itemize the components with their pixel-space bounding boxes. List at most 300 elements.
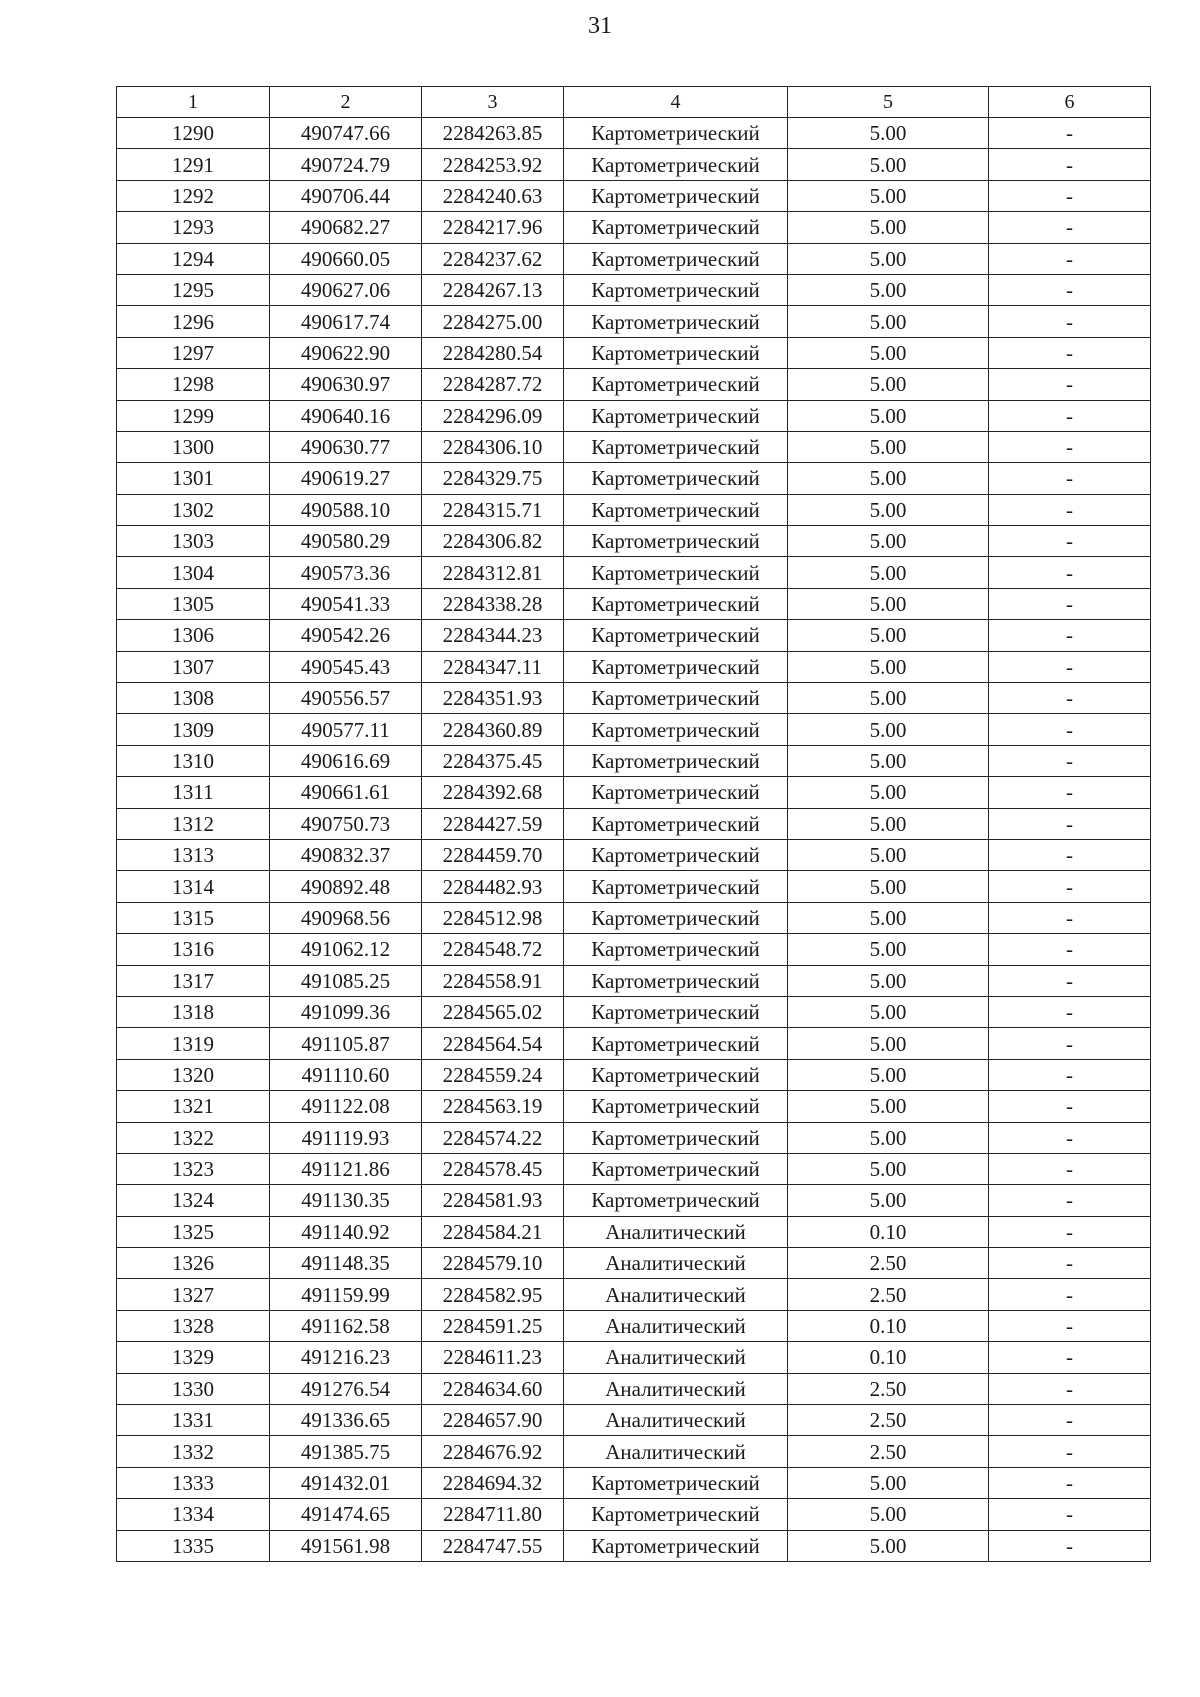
- accuracy-cell: 5.00: [788, 431, 989, 462]
- table-row: [117, 839, 1151, 870]
- y-coordinate-cell: 2284263.85: [422, 118, 564, 149]
- note-cell: -: [989, 431, 1151, 462]
- y-coordinate-cell: 2284611.23: [422, 1342, 564, 1373]
- note-cell: -: [989, 274, 1151, 305]
- point-number-cell: 1295: [117, 274, 270, 305]
- table-row: [117, 683, 1151, 714]
- method-cell: Картометрический: [564, 526, 788, 557]
- x-coordinate-cell: 491432.01: [270, 1467, 422, 1498]
- note-cell: -: [989, 526, 1151, 557]
- method-cell: Картометрический: [564, 149, 788, 180]
- x-coordinate-cell: 491162.58: [270, 1310, 422, 1341]
- method-cell: Картометрический: [564, 180, 788, 211]
- y-coordinate-cell: 2284240.63: [422, 180, 564, 211]
- point-number-cell: 1305: [117, 588, 270, 619]
- point-number-cell: 1328: [117, 1310, 270, 1341]
- table-row: [117, 902, 1151, 933]
- method-cell: Картометрический: [564, 1499, 788, 1530]
- method-cell: Аналитический: [564, 1342, 788, 1373]
- x-coordinate-cell: 490747.66: [270, 118, 422, 149]
- accuracy-cell: 5.00: [788, 683, 989, 714]
- y-coordinate-cell: 2284482.93: [422, 871, 564, 902]
- point-number-cell: 1314: [117, 871, 270, 902]
- accuracy-cell: 5.00: [788, 1028, 989, 1059]
- table-row: [117, 1342, 1151, 1373]
- method-cell: Картометрический: [564, 683, 788, 714]
- table-row: [117, 620, 1151, 651]
- method-cell: Картометрический: [564, 745, 788, 776]
- x-coordinate-cell: 491276.54: [270, 1373, 422, 1404]
- note-cell: -: [989, 777, 1151, 808]
- accuracy-cell: 2.50: [788, 1248, 989, 1279]
- x-coordinate-cell: 490545.43: [270, 651, 422, 682]
- accuracy-cell: 5.00: [788, 557, 989, 588]
- table-row: [117, 808, 1151, 839]
- accuracy-cell: 5.00: [788, 965, 989, 996]
- y-coordinate-cell: 2284315.71: [422, 494, 564, 525]
- y-coordinate-cell: 2284574.22: [422, 1122, 564, 1153]
- y-coordinate-cell: 2284747.55: [422, 1530, 564, 1561]
- point-number-cell: 1293: [117, 212, 270, 243]
- y-coordinate-cell: 2284237.62: [422, 243, 564, 274]
- note-cell: -: [989, 369, 1151, 400]
- note-cell: -: [989, 1185, 1151, 1216]
- table-row: [117, 212, 1151, 243]
- note-cell: -: [989, 1436, 1151, 1467]
- point-number-cell: 1294: [117, 243, 270, 274]
- accuracy-cell: 5.00: [788, 1185, 989, 1216]
- point-number-cell: 1290: [117, 118, 270, 149]
- x-coordinate-cell: 490622.90: [270, 337, 422, 368]
- point-number-cell: 1334: [117, 1499, 270, 1530]
- accuracy-cell: 5.00: [788, 149, 989, 180]
- note-cell: -: [989, 1028, 1151, 1059]
- note-cell: -: [989, 839, 1151, 870]
- method-cell: Картометрический: [564, 808, 788, 839]
- accuracy-cell: 5.00: [788, 494, 989, 525]
- accuracy-cell: 5.00: [788, 588, 989, 619]
- method-cell: Аналитический: [564, 1216, 788, 1247]
- point-number-cell: 1312: [117, 808, 270, 839]
- accuracy-cell: 5.00: [788, 1059, 989, 1090]
- method-cell: Картометрический: [564, 431, 788, 462]
- note-cell: -: [989, 1091, 1151, 1122]
- y-coordinate-cell: 2284306.82: [422, 526, 564, 557]
- table-row: [117, 651, 1151, 682]
- y-coordinate-cell: 2284344.23: [422, 620, 564, 651]
- x-coordinate-cell: 490640.16: [270, 400, 422, 431]
- x-coordinate-cell: 490616.69: [270, 745, 422, 776]
- point-number-cell: 1300: [117, 431, 270, 462]
- accuracy-cell: 5.00: [788, 243, 989, 274]
- table-row: [117, 1216, 1151, 1247]
- note-cell: -: [989, 149, 1151, 180]
- y-coordinate-cell: 2284306.10: [422, 431, 564, 462]
- accuracy-cell: 2.50: [788, 1279, 989, 1310]
- accuracy-cell: 5.00: [788, 902, 989, 933]
- table-row: [117, 1028, 1151, 1059]
- method-cell: Картометрический: [564, 1122, 788, 1153]
- accuracy-cell: 2.50: [788, 1405, 989, 1436]
- note-cell: -: [989, 934, 1151, 965]
- table-row: [117, 1436, 1151, 1467]
- accuracy-cell: 5.00: [788, 1122, 989, 1153]
- y-coordinate-cell: 2284280.54: [422, 337, 564, 368]
- method-cell: Картометрический: [564, 1059, 788, 1090]
- x-coordinate-cell: 491336.65: [270, 1405, 422, 1436]
- note-cell: -: [989, 871, 1151, 902]
- table-body: [117, 118, 1151, 1562]
- note-cell: -: [989, 337, 1151, 368]
- y-coordinate-cell: 2284657.90: [422, 1405, 564, 1436]
- y-coordinate-cell: 2284548.72: [422, 934, 564, 965]
- x-coordinate-cell: 490588.10: [270, 494, 422, 525]
- note-cell: -: [989, 1216, 1151, 1247]
- x-coordinate-cell: 490573.36: [270, 557, 422, 588]
- table-row: [117, 996, 1151, 1027]
- table-row: [117, 557, 1151, 588]
- table-header-row: [117, 87, 1151, 118]
- method-cell: Картометрический: [564, 212, 788, 243]
- column-header: 3: [422, 87, 564, 118]
- accuracy-cell: 5.00: [788, 1530, 989, 1561]
- method-cell: Картометрический: [564, 714, 788, 745]
- method-cell: Картометрический: [564, 337, 788, 368]
- point-number-cell: 1329: [117, 1342, 270, 1373]
- note-cell: -: [989, 212, 1151, 243]
- y-coordinate-cell: 2284459.70: [422, 839, 564, 870]
- point-number-cell: 1315: [117, 902, 270, 933]
- point-number-cell: 1325: [117, 1216, 270, 1247]
- x-coordinate-cell: 490617.74: [270, 306, 422, 337]
- note-cell: -: [989, 651, 1151, 682]
- note-cell: -: [989, 808, 1151, 839]
- method-cell: Картометрический: [564, 1091, 788, 1122]
- table-row: [117, 431, 1151, 462]
- accuracy-cell: 5.00: [788, 306, 989, 337]
- method-cell: Картометрический: [564, 871, 788, 902]
- x-coordinate-cell: 491561.98: [270, 1530, 422, 1561]
- note-cell: -: [989, 1467, 1151, 1498]
- table-row: [117, 871, 1151, 902]
- x-coordinate-cell: 491385.75: [270, 1436, 422, 1467]
- x-coordinate-cell: 490541.33: [270, 588, 422, 619]
- y-coordinate-cell: 2284360.89: [422, 714, 564, 745]
- point-number-cell: 1308: [117, 683, 270, 714]
- x-coordinate-cell: 490724.79: [270, 149, 422, 180]
- accuracy-cell: 5.00: [788, 745, 989, 776]
- y-coordinate-cell: 2284338.28: [422, 588, 564, 619]
- note-cell: -: [989, 557, 1151, 588]
- note-cell: -: [989, 1153, 1151, 1184]
- column-header: 4: [564, 87, 788, 118]
- note-cell: -: [989, 1373, 1151, 1404]
- table-row: [117, 243, 1151, 274]
- table-row: [117, 1530, 1151, 1561]
- y-coordinate-cell: 2284634.60: [422, 1373, 564, 1404]
- point-number-cell: 1301: [117, 463, 270, 494]
- x-coordinate-cell: 490968.56: [270, 902, 422, 933]
- table-row: [117, 1279, 1151, 1310]
- point-number-cell: 1298: [117, 369, 270, 400]
- method-cell: Картометрический: [564, 1028, 788, 1059]
- point-number-cell: 1317: [117, 965, 270, 996]
- x-coordinate-cell: 491140.92: [270, 1216, 422, 1247]
- table-row: [117, 180, 1151, 211]
- point-number-cell: 1319: [117, 1028, 270, 1059]
- table-row: [117, 1499, 1151, 1530]
- x-coordinate-cell: 491105.87: [270, 1028, 422, 1059]
- note-cell: -: [989, 745, 1151, 776]
- x-coordinate-cell: 491085.25: [270, 965, 422, 996]
- x-coordinate-cell: 491474.65: [270, 1499, 422, 1530]
- method-cell: Картометрический: [564, 965, 788, 996]
- point-number-cell: 1297: [117, 337, 270, 368]
- point-number-cell: 1299: [117, 400, 270, 431]
- x-coordinate-cell: 491130.35: [270, 1185, 422, 1216]
- y-coordinate-cell: 2284217.96: [422, 212, 564, 243]
- accuracy-cell: 2.50: [788, 1373, 989, 1404]
- method-cell: Аналитический: [564, 1373, 788, 1404]
- table-row: [117, 369, 1151, 400]
- note-cell: -: [989, 243, 1151, 274]
- x-coordinate-cell: 490660.05: [270, 243, 422, 274]
- point-number-cell: 1291: [117, 149, 270, 180]
- method-cell: Картометрический: [564, 651, 788, 682]
- x-coordinate-cell: 491110.60: [270, 1059, 422, 1090]
- point-number-cell: 1310: [117, 745, 270, 776]
- x-coordinate-cell: 490556.57: [270, 683, 422, 714]
- table-row: [117, 588, 1151, 619]
- x-coordinate-cell: 490892.48: [270, 871, 422, 902]
- y-coordinate-cell: 2284578.45: [422, 1153, 564, 1184]
- accuracy-cell: 5.00: [788, 463, 989, 494]
- y-coordinate-cell: 2284565.02: [422, 996, 564, 1027]
- x-coordinate-cell: 490832.37: [270, 839, 422, 870]
- method-cell: Картометрический: [564, 463, 788, 494]
- note-cell: -: [989, 1530, 1151, 1561]
- table-row: [117, 149, 1151, 180]
- note-cell: -: [989, 180, 1151, 211]
- table-row: [117, 934, 1151, 965]
- accuracy-cell: 5.00: [788, 1091, 989, 1122]
- method-cell: Аналитический: [564, 1279, 788, 1310]
- table-row: [117, 306, 1151, 337]
- accuracy-cell: 0.10: [788, 1342, 989, 1373]
- point-number-cell: 1318: [117, 996, 270, 1027]
- method-cell: Картометрический: [564, 274, 788, 305]
- accuracy-cell: 5.00: [788, 400, 989, 431]
- column-header: 2: [270, 87, 422, 118]
- point-number-cell: 1307: [117, 651, 270, 682]
- method-cell: Картометрический: [564, 243, 788, 274]
- note-cell: -: [989, 1248, 1151, 1279]
- y-coordinate-cell: 2284329.75: [422, 463, 564, 494]
- point-number-cell: 1321: [117, 1091, 270, 1122]
- y-coordinate-cell: 2284267.13: [422, 274, 564, 305]
- table-row: [117, 400, 1151, 431]
- x-coordinate-cell: 490619.27: [270, 463, 422, 494]
- y-coordinate-cell: 2284275.00: [422, 306, 564, 337]
- x-coordinate-cell: 491062.12: [270, 934, 422, 965]
- point-number-cell: 1302: [117, 494, 270, 525]
- table-row: [117, 1122, 1151, 1153]
- method-cell: Картометрический: [564, 839, 788, 870]
- accuracy-cell: 5.00: [788, 934, 989, 965]
- x-coordinate-cell: 490577.11: [270, 714, 422, 745]
- point-number-cell: 1323: [117, 1153, 270, 1184]
- note-cell: -: [989, 1499, 1151, 1530]
- note-cell: -: [989, 902, 1151, 933]
- point-number-cell: 1306: [117, 620, 270, 651]
- accuracy-cell: 5.00: [788, 337, 989, 368]
- method-cell: Картометрический: [564, 494, 788, 525]
- method-cell: Картометрический: [564, 1530, 788, 1561]
- accuracy-cell: 0.10: [788, 1310, 989, 1341]
- method-cell: Картометрический: [564, 306, 788, 337]
- y-coordinate-cell: 2284676.92: [422, 1436, 564, 1467]
- x-coordinate-cell: 491121.86: [270, 1153, 422, 1184]
- y-coordinate-cell: 2284694.32: [422, 1467, 564, 1498]
- x-coordinate-cell: 490580.29: [270, 526, 422, 557]
- point-number-cell: 1292: [117, 180, 270, 211]
- y-coordinate-cell: 2284375.45: [422, 745, 564, 776]
- table-row: [117, 1467, 1151, 1498]
- table-row: [117, 526, 1151, 557]
- table-row: [117, 1405, 1151, 1436]
- accuracy-cell: 5.00: [788, 274, 989, 305]
- column-header: 5: [788, 87, 989, 118]
- note-cell: -: [989, 683, 1151, 714]
- method-cell: Картометрический: [564, 588, 788, 619]
- method-cell: Аналитический: [564, 1248, 788, 1279]
- x-coordinate-cell: 490706.44: [270, 180, 422, 211]
- x-coordinate-cell: 491119.93: [270, 1122, 422, 1153]
- point-number-cell: 1332: [117, 1436, 270, 1467]
- x-coordinate-cell: 490661.61: [270, 777, 422, 808]
- point-number-cell: 1296: [117, 306, 270, 337]
- accuracy-cell: 5.00: [788, 526, 989, 557]
- y-coordinate-cell: 2284512.98: [422, 902, 564, 933]
- point-number-cell: 1333: [117, 1467, 270, 1498]
- accuracy-cell: 5.00: [788, 369, 989, 400]
- note-cell: -: [989, 463, 1151, 494]
- point-number-cell: 1331: [117, 1405, 270, 1436]
- x-coordinate-cell: 490542.26: [270, 620, 422, 651]
- y-coordinate-cell: 2284559.24: [422, 1059, 564, 1090]
- note-cell: -: [989, 306, 1151, 337]
- coordinates-table: [116, 86, 1151, 1562]
- method-cell: Картометрический: [564, 934, 788, 965]
- accuracy-cell: 5.00: [788, 1467, 989, 1498]
- method-cell: Аналитический: [564, 1405, 788, 1436]
- method-cell: Картометрический: [564, 902, 788, 933]
- method-cell: Аналитический: [564, 1436, 788, 1467]
- y-coordinate-cell: 2284427.59: [422, 808, 564, 839]
- point-number-cell: 1330: [117, 1373, 270, 1404]
- note-cell: -: [989, 494, 1151, 525]
- table-row: [117, 1153, 1151, 1184]
- accuracy-cell: 5.00: [788, 714, 989, 745]
- x-coordinate-cell: 490630.97: [270, 369, 422, 400]
- accuracy-cell: 0.10: [788, 1216, 989, 1247]
- note-cell: -: [989, 620, 1151, 651]
- y-coordinate-cell: 2284579.10: [422, 1248, 564, 1279]
- note-cell: -: [989, 1122, 1151, 1153]
- accuracy-cell: 5.00: [788, 871, 989, 902]
- table-row: [117, 274, 1151, 305]
- column-header: 1: [117, 87, 270, 118]
- x-coordinate-cell: 491159.99: [270, 1279, 422, 1310]
- table-row: [117, 745, 1151, 776]
- method-cell: Картометрический: [564, 1185, 788, 1216]
- accuracy-cell: 5.00: [788, 651, 989, 682]
- y-coordinate-cell: 2284581.93: [422, 1185, 564, 1216]
- table-row: [117, 1248, 1151, 1279]
- point-number-cell: 1327: [117, 1279, 270, 1310]
- y-coordinate-cell: 2284584.21: [422, 1216, 564, 1247]
- y-coordinate-cell: 2284351.93: [422, 683, 564, 714]
- table-row: [117, 494, 1151, 525]
- accuracy-cell: 2.50: [788, 1436, 989, 1467]
- note-cell: -: [989, 400, 1151, 431]
- note-cell: -: [989, 118, 1151, 149]
- table-row: [117, 965, 1151, 996]
- method-cell: Картометрический: [564, 620, 788, 651]
- note-cell: -: [989, 1342, 1151, 1373]
- x-coordinate-cell: 491148.35: [270, 1248, 422, 1279]
- x-coordinate-cell: 490627.06: [270, 274, 422, 305]
- x-coordinate-cell: 490630.77: [270, 431, 422, 462]
- table-row: [117, 1185, 1151, 1216]
- y-coordinate-cell: 2284564.54: [422, 1028, 564, 1059]
- table-row: [117, 777, 1151, 808]
- accuracy-cell: 5.00: [788, 118, 989, 149]
- y-coordinate-cell: 2284563.19: [422, 1091, 564, 1122]
- point-number-cell: 1304: [117, 557, 270, 588]
- x-coordinate-cell: 490682.27: [270, 212, 422, 243]
- method-cell: Картометрический: [564, 777, 788, 808]
- point-number-cell: 1324: [117, 1185, 270, 1216]
- point-number-cell: 1309: [117, 714, 270, 745]
- accuracy-cell: 5.00: [788, 1153, 989, 1184]
- y-coordinate-cell: 2284711.80: [422, 1499, 564, 1530]
- point-number-cell: 1303: [117, 526, 270, 557]
- method-cell: Картометрический: [564, 1153, 788, 1184]
- method-cell: Картометрический: [564, 557, 788, 588]
- y-coordinate-cell: 2284582.95: [422, 1279, 564, 1310]
- note-cell: -: [989, 996, 1151, 1027]
- point-number-cell: 1326: [117, 1248, 270, 1279]
- note-cell: -: [989, 965, 1151, 996]
- accuracy-cell: 5.00: [788, 839, 989, 870]
- column-header: 6: [989, 87, 1151, 118]
- x-coordinate-cell: 491122.08: [270, 1091, 422, 1122]
- y-coordinate-cell: 2284591.25: [422, 1310, 564, 1341]
- method-cell: Картометрический: [564, 996, 788, 1027]
- table-row: [117, 714, 1151, 745]
- table-row: [117, 1059, 1151, 1090]
- point-number-cell: 1322: [117, 1122, 270, 1153]
- y-coordinate-cell: 2284558.91: [422, 965, 564, 996]
- note-cell: -: [989, 1279, 1151, 1310]
- y-coordinate-cell: 2284253.92: [422, 149, 564, 180]
- y-coordinate-cell: 2284296.09: [422, 400, 564, 431]
- x-coordinate-cell: 491099.36: [270, 996, 422, 1027]
- point-number-cell: 1311: [117, 777, 270, 808]
- page-number: 31: [588, 13, 612, 39]
- point-number-cell: 1313: [117, 839, 270, 870]
